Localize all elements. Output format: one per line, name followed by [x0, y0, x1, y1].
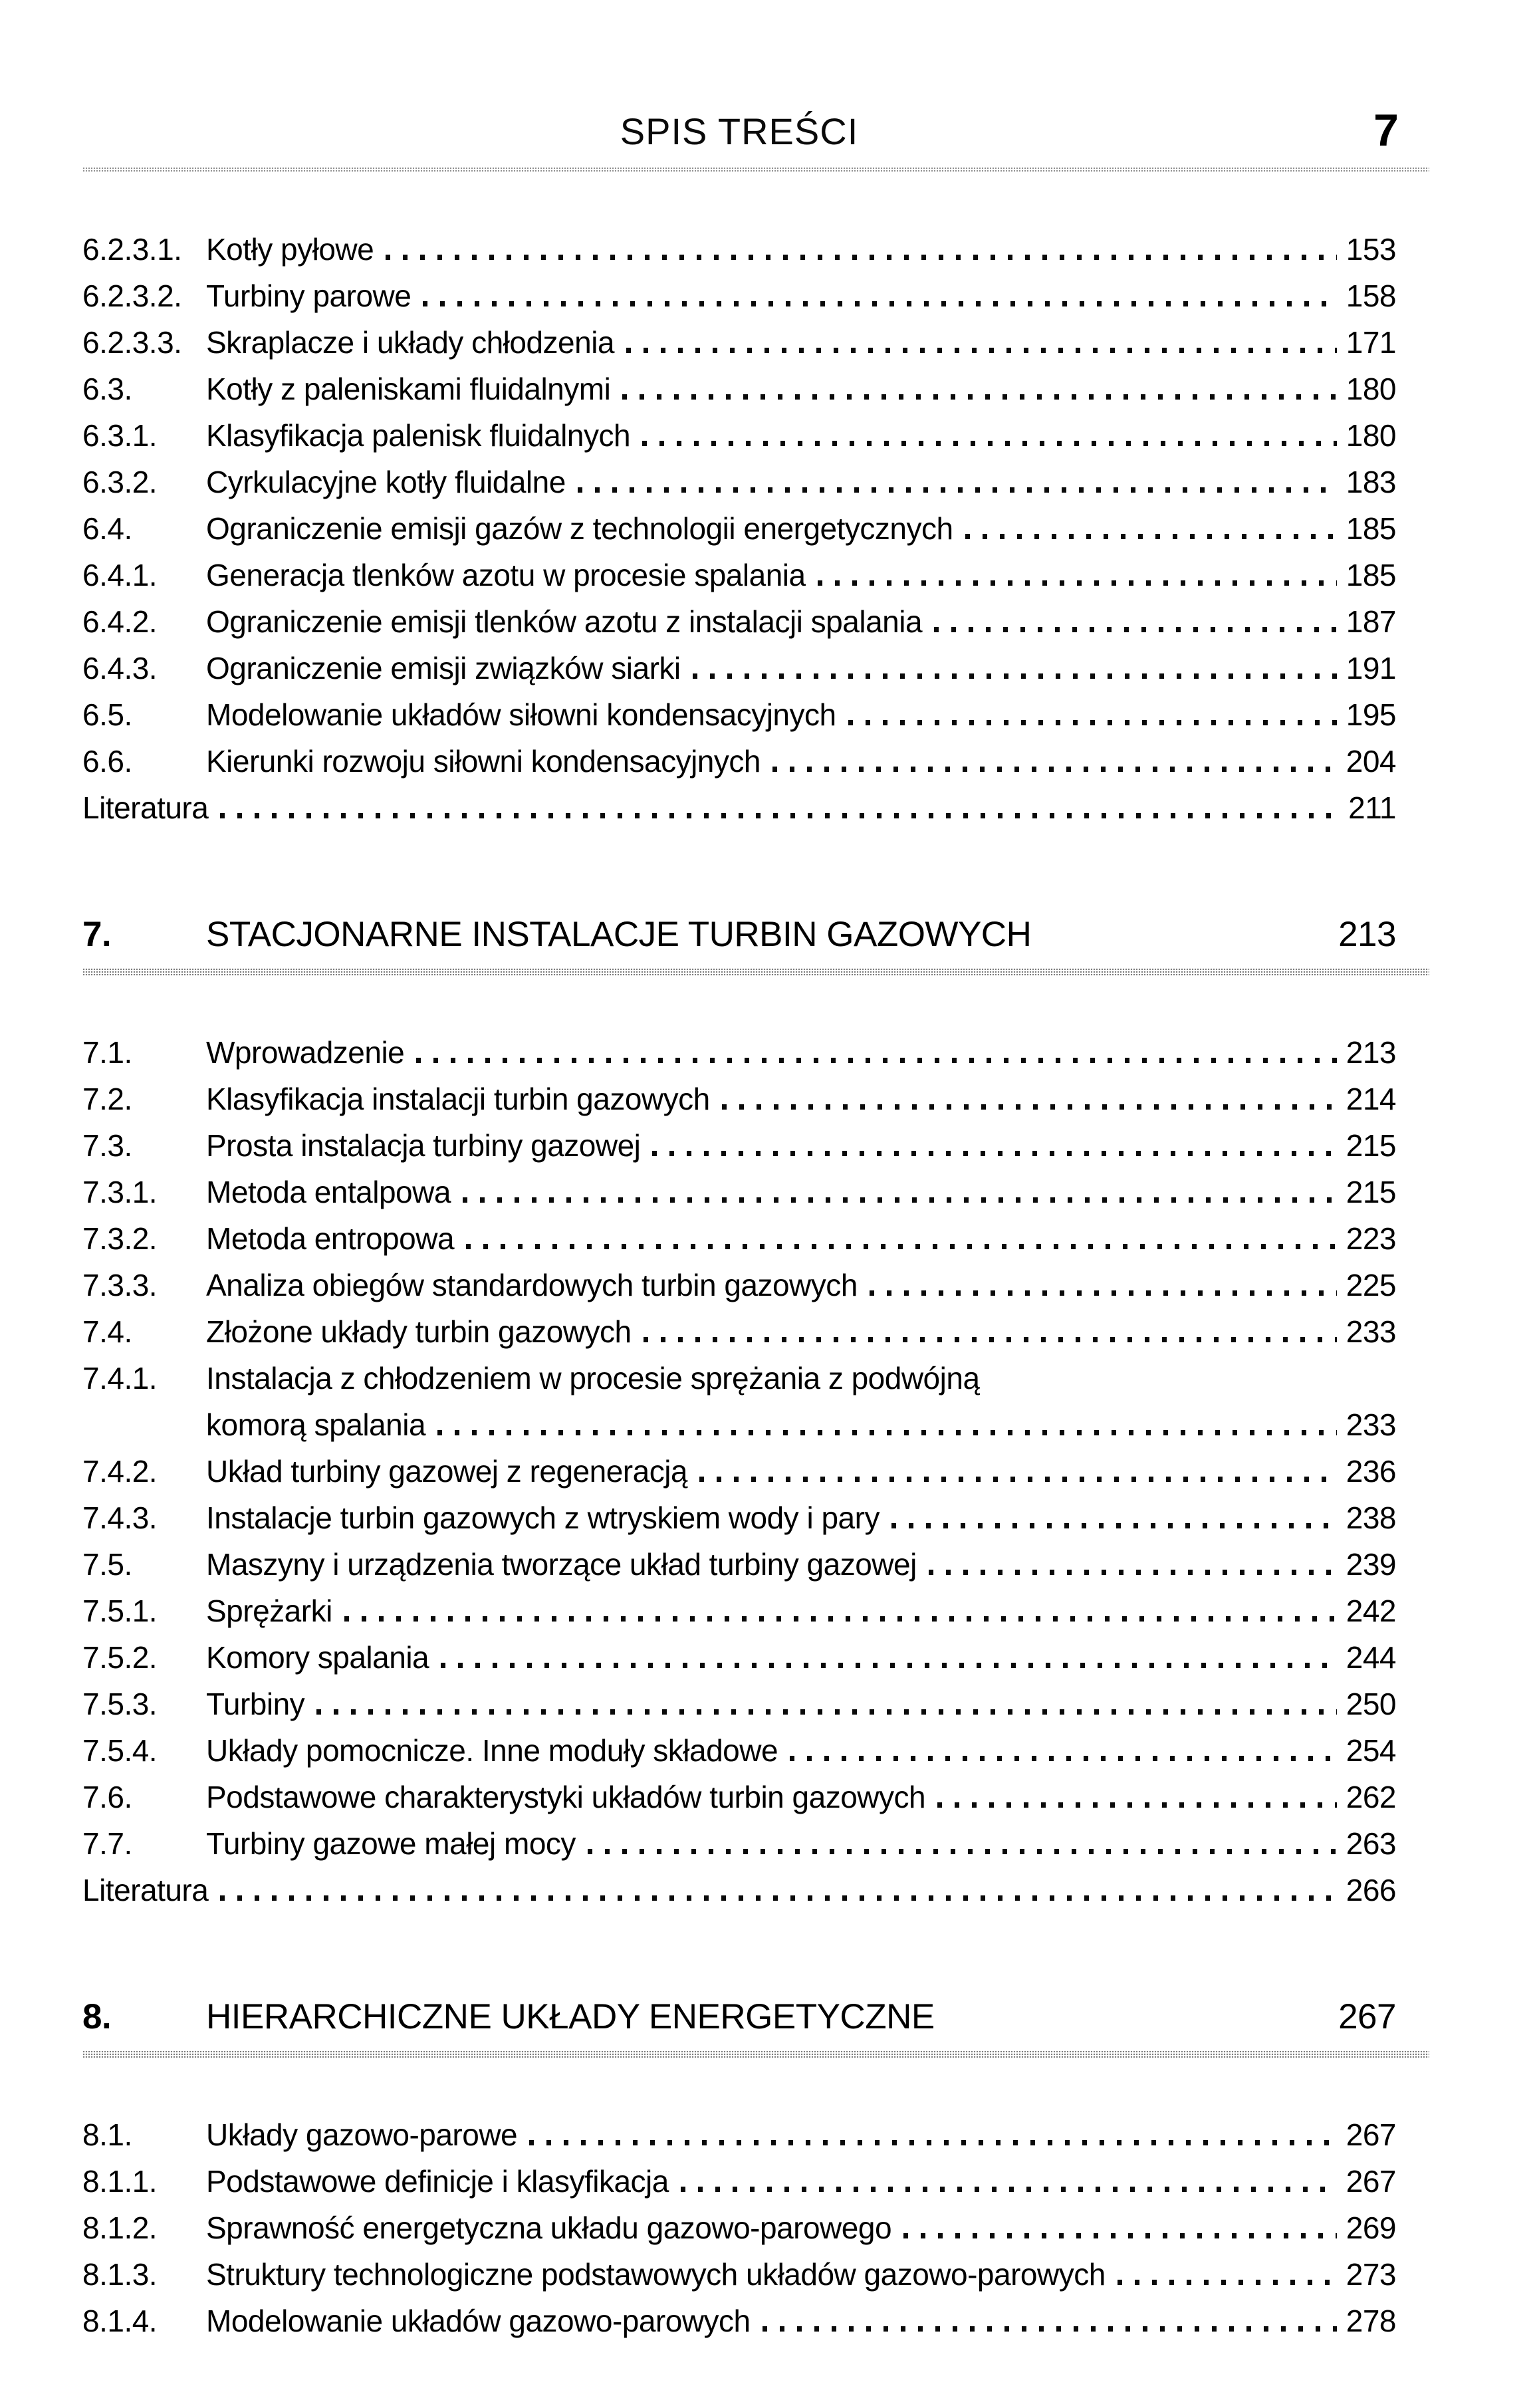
toc-entry-row [82, 1169, 1396, 1215]
leader-dots [578, 487, 1337, 493]
chapter-page-number: 267 [1338, 1997, 1396, 2036]
entry-title: Literatura [82, 790, 209, 825]
toc-entry-row [82, 1076, 1396, 1122]
toc-entry-row [82, 1588, 1396, 1634]
entry-title: Maszyny i urządzenia tworzące układ turbiny gazowej [206, 1547, 917, 1582]
toc-entry-row [82, 1820, 1396, 1867]
entry-title: Turbiny [206, 1687, 305, 1721]
entry-number: 7.5.3. [82, 1687, 158, 1721]
entry-number: 7.1. [82, 1035, 132, 1070]
entry-list [82, 1029, 1396, 1913]
entry-number: 7.3. [82, 1128, 132, 1163]
entry-page-number: 233 [1346, 1314, 1396, 1349]
leader-dots [386, 255, 1337, 260]
entry-page-number: 262 [1346, 1780, 1396, 1814]
leader-dots [316, 1709, 1337, 1715]
page-title: SPIS TREŚCI [620, 110, 859, 152]
entry-number: 6.2.3.1. [82, 232, 182, 267]
entry-number: 6.4.2. [82, 604, 158, 639]
entry-title: Podstawowe definicje i klasyfikacja [206, 2164, 669, 2199]
chapter-title: HIERARCHICZNE UKŁADY ENERGETYCZNE [206, 1997, 935, 2036]
entry-title: Instalacja z chłodzeniem w procesie sprężania z podwójną [206, 1361, 980, 1395]
leader-dots [722, 1104, 1337, 1110]
entry-number: 7.3.1. [82, 1175, 158, 1209]
entry-page-number: 185 [1346, 558, 1396, 592]
entry-page-number: 215 [1346, 1128, 1396, 1163]
entry-number: 7.2. [82, 1082, 132, 1116]
entry-title: Struktury technologiczne podstawowych układów gazowo-parowych [206, 2257, 1106, 2292]
leader-dots [929, 1570, 1337, 1575]
toc-entry-row [82, 459, 1396, 505]
leader-dots [622, 394, 1336, 400]
leader-dots [441, 1663, 1337, 1668]
toc-entry-row [82, 2205, 1396, 2251]
entry-page-number: 244 [1346, 1640, 1396, 1675]
entry-title: Sprawność energetyczna układu gazowo-parowego [206, 2211, 892, 2245]
entry-number: 8.1. [82, 2117, 132, 2152]
entry-page-number: 266 [1346, 1873, 1396, 1907]
toc-entry-row [82, 319, 1396, 366]
entry-title: Modelowanie układów siłowni kondensacyjnych [206, 697, 836, 732]
leader-dots [423, 301, 1336, 306]
entry-number: 7.5. [82, 1547, 132, 1582]
entry-page-number: 267 [1346, 2164, 1396, 2199]
toc-header [82, 105, 1399, 173]
leader-dots [965, 534, 1337, 539]
entry-number: 8.1.2. [82, 2211, 158, 2245]
entry-page-number: 187 [1346, 604, 1396, 639]
leader-dots [1118, 2280, 1337, 2285]
toc-entry-row [82, 1634, 1396, 1681]
entry-number: 7.6. [82, 1780, 132, 1814]
entry-title: Klasyfikacja instalacji turbin gazowych [206, 1082, 710, 1116]
entry-title: Turbiny gazowe małej mocy [206, 1826, 576, 1861]
entry-page-number: 171 [1346, 325, 1396, 360]
entry-title: Podstawowe charakterystyki układów turbin gazowych [206, 1780, 926, 1814]
leader-dots [416, 1058, 1336, 1063]
leader-dots [763, 2326, 1337, 2332]
chapter-heading [82, 912, 1396, 976]
toc-body [82, 226, 1396, 2344]
entry-title: Prosta instalacja turbiny gazowej [206, 1128, 641, 1163]
entry-page-number: 180 [1346, 372, 1396, 406]
entry-number: 7.7. [82, 1826, 132, 1861]
entry-number: 8.1.1. [82, 2164, 158, 2199]
entry-page-number: 238 [1346, 1501, 1396, 1535]
entry-title: Klasyfikacja palenisk fluidalnych [206, 418, 631, 453]
entry-page-number: 263 [1346, 1826, 1396, 1861]
chapter-rule [82, 2050, 1429, 2058]
entry-page-number: 278 [1346, 2304, 1396, 2338]
leader-dots [220, 1895, 1336, 1901]
page-number: 7 [1373, 105, 1399, 156]
entry-number: 8.1.4. [82, 2304, 158, 2338]
entry-title: Ograniczenie emisji związków siarki [206, 651, 681, 685]
entry-page-number: 239 [1346, 1547, 1396, 1582]
entry-title: Turbiny parowe [206, 279, 412, 313]
toc-entry-row [82, 2251, 1396, 2298]
toc-entry-row [82, 1541, 1396, 1588]
entry-number: 7.5.1. [82, 1594, 158, 1628]
toc-entry-row [82, 2298, 1396, 2344]
leader-dots [934, 627, 1337, 632]
toc-entry-row [82, 552, 1396, 598]
entry-page-number: 214 [1346, 1082, 1396, 1116]
toc-entry-row [82, 1308, 1396, 1355]
entry-number: 7.3.2. [82, 1221, 158, 1256]
entry-page-number: 195 [1346, 697, 1396, 732]
entry-number: 8.1.3. [82, 2257, 158, 2292]
chapter-heading [82, 1994, 1396, 2058]
entry-page-number: 225 [1346, 1268, 1396, 1302]
leader-dots [870, 1290, 1337, 1296]
entry-page-number: 158 [1346, 279, 1396, 313]
toc-entry-row [82, 1122, 1396, 1169]
chapter-rule [82, 968, 1429, 976]
entry-page-number: 273 [1346, 2257, 1396, 2292]
entry-page-number: 183 [1346, 465, 1396, 499]
leader-dots [937, 1802, 1337, 1808]
leader-dots [681, 2187, 1337, 2192]
toc-entry-row [82, 691, 1396, 738]
entry-page-number: 223 [1346, 1221, 1396, 1256]
toc-entry-row [82, 1029, 1396, 1076]
chapter-number: 8. [82, 1997, 112, 2036]
entry-number: 6.3.2. [82, 465, 158, 499]
entry-title: Generacja tlenków azotu w procesie spalania [206, 558, 806, 592]
toc-entry-row [82, 273, 1396, 319]
entry-page-number: 185 [1346, 511, 1396, 546]
leader-dots [699, 1477, 1337, 1482]
entry-page-number: 215 [1346, 1175, 1396, 1209]
entry-page-number: 213 [1346, 1035, 1396, 1070]
entry-title: Układy pomocnicze. Inne moduły składowe [206, 1733, 778, 1768]
entry-number: 7.4.1. [82, 1361, 158, 1395]
entry-page-number: 211 [1348, 790, 1396, 825]
entry-title: Skraplacze i układy chłodzenia [206, 325, 615, 360]
leader-dots [466, 1244, 1337, 1249]
entry-title: Literatura [82, 1873, 209, 1907]
entry-number: 6.4. [82, 511, 132, 546]
entry-title: Modelowanie układów gazowo-parowych [206, 2304, 751, 2338]
entry-title: Komory spalania [206, 1640, 429, 1675]
entry-number: 6.2.3.2. [82, 279, 182, 313]
toc-entry-row [82, 1448, 1396, 1495]
entry-number: 7.5.4. [82, 1733, 158, 1768]
toc-entry-row [82, 784, 1396, 831]
entry-title: Instalacje turbin gazowych z wtryskiem wody i pary [206, 1501, 880, 1535]
toc-entry-row [82, 2158, 1396, 2205]
entry-title: Ograniczenie emisji gazów z technologii energetycznych [206, 511, 953, 546]
leader-dots [588, 1849, 1337, 1854]
entry-title: Kierunki rozwoju siłowni kondensacyjnych [206, 744, 761, 779]
entry-title: Układ turbiny gazowej z regeneracją [206, 1454, 688, 1489]
leader-dots [848, 720, 1337, 725]
entry-title: Sprężarki [206, 1594, 332, 1628]
toc-entry-row [82, 1867, 1396, 1913]
leader-dots [903, 2233, 1337, 2238]
toc-entry-row [82, 412, 1396, 459]
chapter-number: 7. [82, 915, 112, 954]
toc-entry-row [82, 366, 1396, 412]
entry-title: Złożone układy turbin gazowych [206, 1314, 632, 1349]
entry-number: 7.4.3. [82, 1501, 158, 1535]
entry-page-number: 242 [1346, 1594, 1396, 1628]
chapter-page-number: 213 [1338, 915, 1396, 954]
entry-number: 6.3. [82, 372, 132, 406]
entry-number: 6.2.3.3. [82, 325, 182, 360]
entry-number: 6.4.1. [82, 558, 158, 592]
entry-page-number: 191 [1346, 651, 1396, 685]
entry-number: 6.5. [82, 697, 132, 732]
entry-title: Metoda entalpowa [206, 1175, 451, 1209]
entry-page-number: 267 [1346, 2117, 1396, 2152]
entry-number: 6.6. [82, 744, 132, 779]
toc-entry-row [82, 1215, 1396, 1262]
toc-entry-row [82, 598, 1396, 645]
toc-entry-row [82, 2111, 1396, 2158]
leader-dots [642, 441, 1337, 446]
entry-page-number: 180 [1346, 418, 1396, 453]
leader-dots [529, 2140, 1337, 2145]
leader-dots [220, 813, 1339, 818]
leader-dots [772, 767, 1337, 772]
leader-dots [693, 673, 1337, 679]
entry-page-number: 269 [1346, 2211, 1396, 2245]
entry-title: Kotły z paleniskami fluidalnymi [206, 372, 611, 406]
entry-title: Kotły pyłowe [206, 232, 374, 267]
leader-dots [818, 580, 1337, 586]
entry-page-number: 250 [1346, 1687, 1396, 1721]
entry-page-number: 236 [1346, 1454, 1396, 1489]
entry-title: Cyrkulacyjne kotły fluidalne [206, 465, 566, 499]
entry-number: 7.4.2. [82, 1454, 158, 1489]
entry-page-number: 153 [1346, 232, 1396, 267]
leader-dots [644, 1337, 1337, 1342]
entry-title: Wprowadzenie [206, 1035, 405, 1070]
entry-page-number: 254 [1346, 1733, 1396, 1768]
toc-entry-row [82, 738, 1396, 784]
toc-entry-row [82, 1355, 1396, 1401]
toc-entry-row [82, 226, 1396, 273]
entry-number: 6.4.3. [82, 651, 158, 685]
toc-entry-row [82, 1495, 1396, 1541]
entry-number: 6.3.1. [82, 418, 158, 453]
leader-dots [344, 1616, 1337, 1622]
toc-entry-row [82, 1727, 1396, 1774]
leader-dots [463, 1197, 1337, 1203]
entry-number: 7.4. [82, 1314, 132, 1349]
entry-title: Metoda entropowa [206, 1221, 455, 1256]
leader-dots [891, 1523, 1337, 1528]
leader-dots [652, 1151, 1336, 1156]
leader-dots [992, 1384, 1387, 1389]
entry-page-number: 233 [1346, 1407, 1396, 1442]
leader-dots [437, 1430, 1337, 1435]
toc-entry-row [82, 1681, 1396, 1727]
toc-entry-row [82, 1401, 1396, 1448]
header-rule [82, 167, 1429, 173]
leader-dots [626, 348, 1337, 353]
toc-entry-row [82, 645, 1396, 691]
entry-number: 7.3.3. [82, 1268, 158, 1302]
toc-entry-row [82, 1262, 1396, 1308]
chapter-title: STACJONARNE INSTALACJE TURBIN GAZOWYCH [206, 915, 1032, 954]
entry-title: Ograniczenie emisji tlenków azotu z instalacji spalania [206, 604, 923, 639]
entry-list [82, 2111, 1396, 2344]
entry-number: 7.5.2. [82, 1640, 158, 1675]
toc-entry-row [82, 1774, 1396, 1820]
toc-entry-row [82, 505, 1396, 552]
entry-title: Analiza obiegów standardowych turbin gazowych [206, 1268, 858, 1302]
entry-title: komorą spalania [206, 1407, 426, 1442]
entry-list [82, 226, 1396, 831]
entry-title: Układy gazowo-parowe [206, 2117, 518, 2152]
leader-dots [790, 1756, 1337, 1761]
entry-page-number: 204 [1346, 744, 1396, 779]
